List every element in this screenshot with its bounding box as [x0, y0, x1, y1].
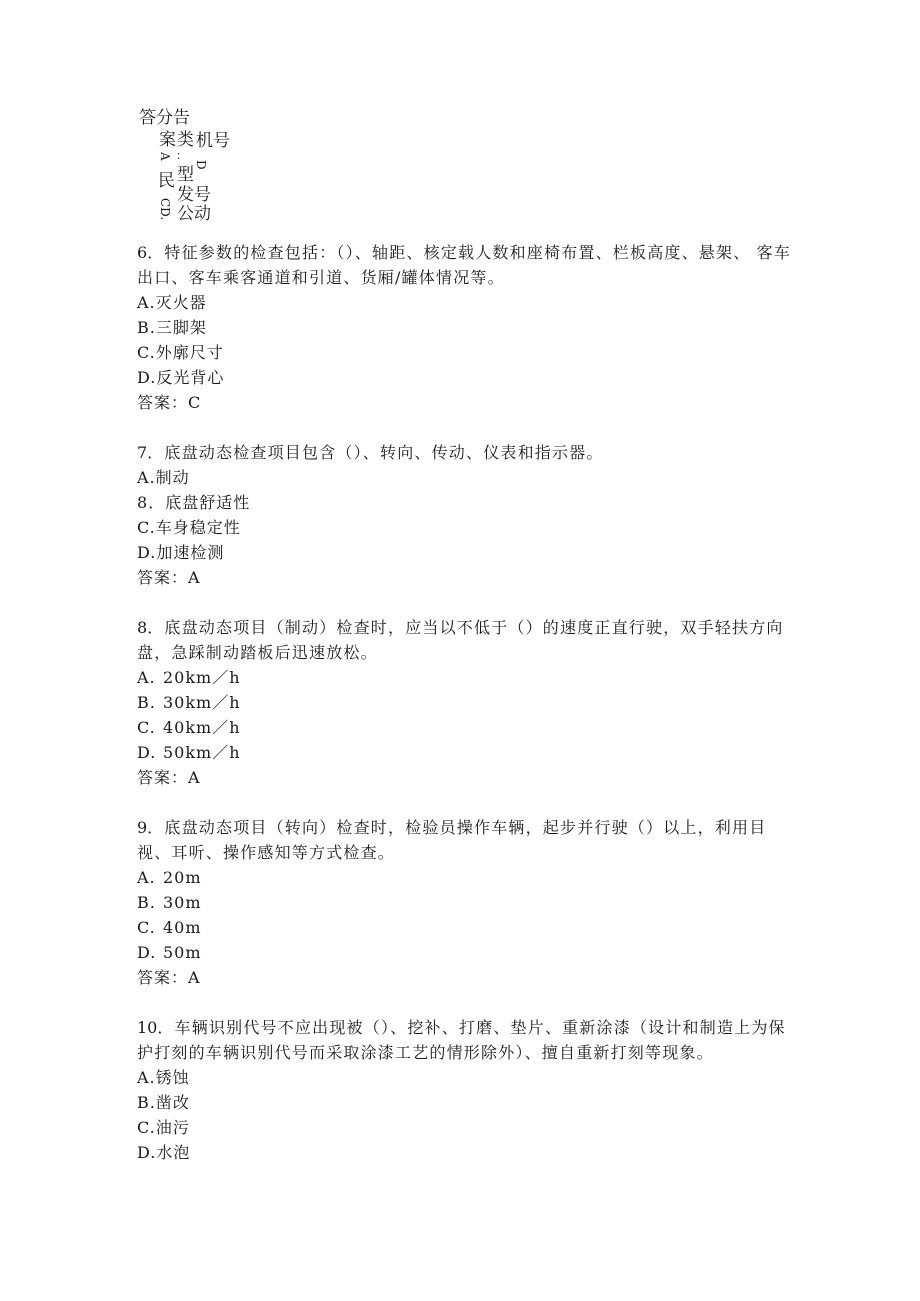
- fragment-min: 民: [158, 171, 175, 191]
- question-stem: 7．底盘动态检查项目包含（）、转向、传动、仪表和指示器。: [137, 443, 604, 462]
- question-9: [137, 815, 797, 990]
- option-b: B.三脚架: [137, 318, 207, 337]
- question-stem: 6．特征参数的检查包括：（）、轴距、核定载人数和座椅布置、栏板高度、悬架、 客车出口、客车乘客通道和引道、货厢/罐体情况等。: [137, 243, 792, 287]
- fragment-rot-d: D: [194, 160, 208, 170]
- question-stem: 9．底盘动态项目（转向）检查时，检验员操作车辆，起步并行驶（）以上，利用目视、耳听、操作感知等方式检查。: [137, 818, 767, 862]
- fragment-colon: ：: [176, 149, 187, 162]
- answer-line: 答案：A: [137, 568, 201, 587]
- fragment-line2b: 类: [177, 130, 194, 150]
- option-d: D. 50m: [137, 943, 202, 962]
- question-stem: 10．车辆识别代号不应出现被（）、挖补、打磨、垫片、重新涂漆（设计和制造上为保护打刻的车辆识别代号而采取涂漆工艺的情形除外）、擅自重新打刻等现象。: [137, 1018, 786, 1062]
- answer-line: 答案：C: [137, 393, 202, 412]
- option-c: C. 40km／h: [137, 718, 241, 737]
- fragment-line2c: 机号: [196, 131, 230, 151]
- question-7: [137, 440, 797, 590]
- option-b: B. 30km／h: [137, 693, 241, 712]
- option-a: A. 20m: [137, 868, 202, 887]
- fragment-line2a: 案: [159, 130, 176, 150]
- option-b: B.凿改: [137, 1093, 190, 1112]
- question-6: [137, 240, 797, 415]
- option-d: D. 50km／h: [137, 743, 241, 762]
- fragment-rot-cd: CD.: [158, 198, 172, 221]
- question-10: [137, 1015, 797, 1165]
- option-c: C.车身稳定性: [137, 518, 241, 537]
- fragment-line1: 答分告: [139, 108, 190, 128]
- option-c: C.油污: [137, 1118, 190, 1137]
- option-d: D.反光背心: [137, 368, 225, 387]
- option-a: A.锈蚀: [137, 1068, 190, 1087]
- answer-line: 答案：A: [137, 768, 201, 787]
- question-stem: 8．底盘动态项目（制动）检查时，应当以不低于（）的速度正直行驶，双手轻扶方向盘，急踩制动踏板后迅速放松。: [137, 618, 784, 662]
- fragment-rot-a: A: [158, 152, 172, 161]
- option-d: D.加速检测: [137, 543, 225, 562]
- option-c: C. 40m: [137, 918, 202, 937]
- option-a: A. 20km／h: [137, 668, 241, 687]
- option-b: B. 30m: [137, 893, 202, 912]
- answer-line: 答案：A: [137, 968, 201, 987]
- option-b: 8．底盘舒适性: [137, 493, 251, 512]
- option-a: A.灭火器: [137, 293, 207, 312]
- fragment-gongdong: 公动: [177, 204, 211, 224]
- fragment-fahao: 发号: [177, 185, 211, 205]
- fragment-xing: 型: [177, 165, 194, 185]
- option-a: A.制动: [137, 468, 190, 487]
- option-c: C.外廓尺寸: [137, 343, 224, 362]
- option-d: D.水泡: [137, 1143, 191, 1162]
- question-8: [137, 615, 797, 790]
- question-list: [137, 240, 797, 1190]
